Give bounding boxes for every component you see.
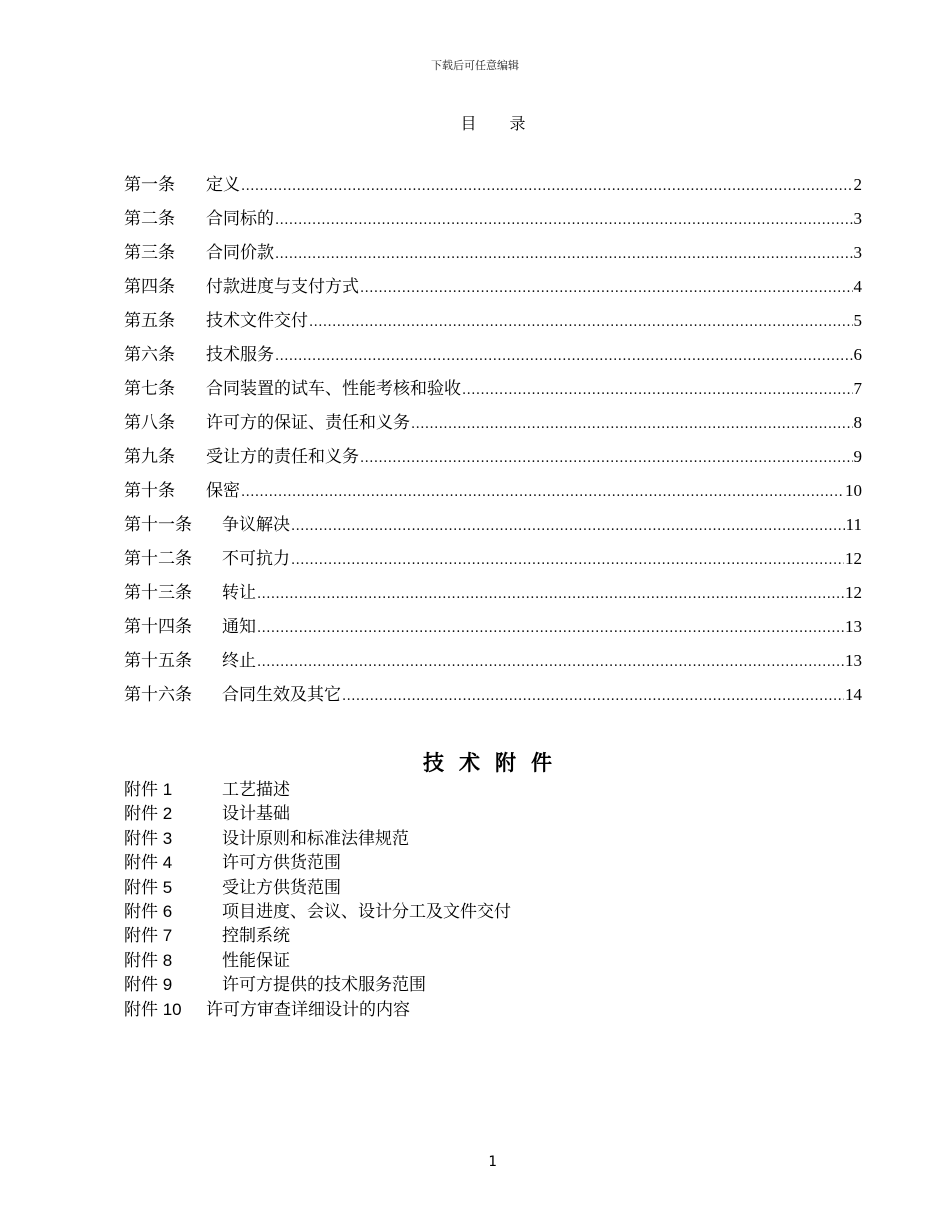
appendix-item-1 (124, 775, 724, 799)
toc-entry-label: 定义 (206, 175, 240, 195)
toc-entry-number: 第三条 (124, 243, 175, 263)
toc-leader-dots (275, 349, 853, 364)
toc-entry-2[interactable] (124, 204, 862, 238)
toc-entry-page: 14 (845, 685, 862, 704)
appendix-label: 许可方提供的技术服务范围 (222, 975, 426, 996)
appendix-number: 附件 2 (124, 804, 173, 824)
toc-entry-label: 合同标的 (206, 209, 274, 229)
toc-entry-16[interactable] (124, 680, 862, 714)
toc-title: 目 录 (460, 114, 540, 133)
appendix-label: 受让方供货范围 (222, 877, 341, 898)
appendix-item-8 (124, 946, 724, 970)
toc-leader-dots (275, 213, 853, 228)
toc-leader-dots (360, 281, 853, 296)
toc-entry-number: 第十一条 (124, 515, 192, 535)
table-of-contents (124, 170, 862, 714)
toc-leader-dots (241, 485, 844, 500)
toc-leader-dots (257, 655, 844, 670)
toc-entry-number: 第十条 (124, 481, 175, 501)
appendix-number: 附件 6 (124, 901, 173, 921)
appendix-number: 附件 3 (124, 828, 173, 848)
toc-entry-label: 技术文件交付 (206, 311, 308, 331)
toc-entry-11[interactable] (124, 510, 862, 544)
appendix-item-3 (124, 824, 724, 848)
toc-entry-page: 3 (853, 209, 862, 228)
toc-entry-label: 合同生效及其它 (222, 685, 341, 705)
toc-entry-number: 第五条 (124, 311, 175, 331)
appendix-label: 设计原则和标准法律规范 (222, 828, 409, 849)
appendix-label: 性能保证 (222, 950, 290, 971)
toc-leader-dots (360, 451, 853, 466)
toc-entry-page: 11 (845, 515, 862, 534)
toc-entry-page: 10 (845, 481, 862, 500)
appendix-item-7 (124, 921, 724, 945)
toc-entry-7[interactable] (124, 374, 862, 408)
appendix-number: 附件 8 (124, 950, 173, 970)
header-note: 下载后可任意编辑 (431, 59, 519, 72)
toc-entry-1[interactable] (124, 170, 862, 204)
appendix-label: 工艺描述 (222, 780, 290, 800)
toc-entry-4[interactable] (124, 272, 862, 306)
appendix-label: 许可方审查详细设计的内容 (206, 999, 410, 1020)
appendix-number: 附件 5 (124, 877, 173, 897)
toc-entry-number: 第一条 (124, 175, 175, 195)
toc-leader-dots (275, 247, 853, 262)
toc-entry-number: 第十六条 (124, 685, 192, 705)
toc-entry-12[interactable] (124, 544, 862, 578)
appendix-label: 项目进度、会议、设计分工及文件交付 (222, 901, 511, 922)
toc-entry-label: 合同装置的试车、性能考核和验收 (206, 379, 461, 399)
toc-entry-label: 付款进度与支付方式 (206, 277, 359, 297)
toc-entry-label: 终止 (222, 651, 256, 671)
toc-entry-number: 第四条 (124, 277, 175, 297)
toc-entry-page: 12 (845, 549, 862, 568)
toc-entry-5[interactable] (124, 306, 862, 340)
toc-leader-dots (291, 519, 845, 534)
appendix-item-2 (124, 799, 724, 823)
toc-entry-14[interactable] (124, 612, 862, 646)
appendix-number: 附件 7 (124, 926, 173, 946)
toc-entry-number: 第六条 (124, 345, 175, 365)
toc-entry-8[interactable] (124, 408, 862, 442)
appendix-item-5 (124, 873, 724, 897)
toc-leader-dots (342, 689, 844, 704)
toc-entry-number: 第九条 (124, 447, 175, 467)
toc-entry-number: 第十四条 (124, 617, 192, 637)
toc-entry-number: 第十五条 (124, 651, 192, 671)
toc-entry-number: 第八条 (124, 413, 175, 433)
toc-entry-label: 保密 (206, 481, 240, 501)
toc-leader-dots (257, 621, 844, 636)
toc-leader-dots (462, 383, 853, 398)
page-number: 1 (488, 1154, 497, 1170)
toc-entry-page: 13 (845, 617, 862, 636)
toc-entry-page: 2 (853, 175, 862, 194)
toc-entry-page: 5 (853, 311, 862, 330)
toc-entry-label: 转让 (222, 583, 256, 603)
toc-entry-page: 8 (853, 413, 862, 432)
toc-leader-dots (291, 553, 844, 568)
appendix-label: 设计基础 (222, 804, 290, 825)
toc-leader-dots (309, 315, 853, 330)
appendix-number: 附件 10 (124, 999, 182, 1019)
toc-entry-page: 12 (845, 583, 862, 602)
toc-entry-page: 6 (853, 345, 862, 364)
toc-entry-6[interactable] (124, 340, 862, 374)
toc-entry-page: 4 (853, 277, 862, 296)
toc-entry-page: 13 (845, 651, 862, 670)
toc-entry-number: 第十二条 (124, 549, 192, 569)
toc-entry-3[interactable] (124, 238, 862, 272)
toc-entry-9[interactable] (124, 442, 862, 476)
appendix-label: 许可方供货范围 (222, 853, 341, 874)
appendix-list (124, 775, 724, 1019)
toc-entry-label: 受让方的责任和义务 (206, 447, 359, 467)
toc-entry-13[interactable] (124, 578, 862, 612)
toc-leader-dots (257, 587, 844, 602)
toc-entry-number: 第十三条 (124, 583, 192, 603)
toc-leader-dots (241, 179, 853, 194)
toc-entry-label: 技术服务 (206, 345, 274, 365)
toc-entry-page: 3 (853, 243, 862, 262)
toc-entry-page: 7 (853, 379, 862, 398)
toc-entry-number: 第二条 (124, 209, 175, 229)
toc-entry-label: 通知 (222, 617, 256, 637)
toc-entry-label: 不可抗力 (222, 549, 290, 569)
appendix-item-6 (124, 897, 724, 921)
toc-entry-label: 合同价款 (206, 243, 274, 263)
appendix-title: 技术附件 (423, 751, 567, 775)
toc-entry-10[interactable] (124, 476, 862, 510)
appendix-label: 控制系统 (222, 926, 290, 947)
toc-entry-label: 争议解决 (222, 515, 290, 535)
toc-entry-label: 许可方的保证、责任和义务 (206, 413, 410, 433)
appendix-item-4 (124, 848, 724, 872)
appendix-item-9 (124, 970, 724, 994)
toc-entry-15[interactable] (124, 646, 862, 680)
appendix-number: 附件 4 (124, 853, 173, 873)
appendix-item-10 (124, 995, 724, 1019)
toc-entry-page: 9 (853, 447, 862, 466)
toc-leader-dots (411, 417, 853, 432)
toc-entry-number: 第七条 (124, 379, 175, 399)
appendix-number: 附件 9 (124, 975, 173, 995)
appendix-number: 附件 1 (124, 780, 173, 799)
